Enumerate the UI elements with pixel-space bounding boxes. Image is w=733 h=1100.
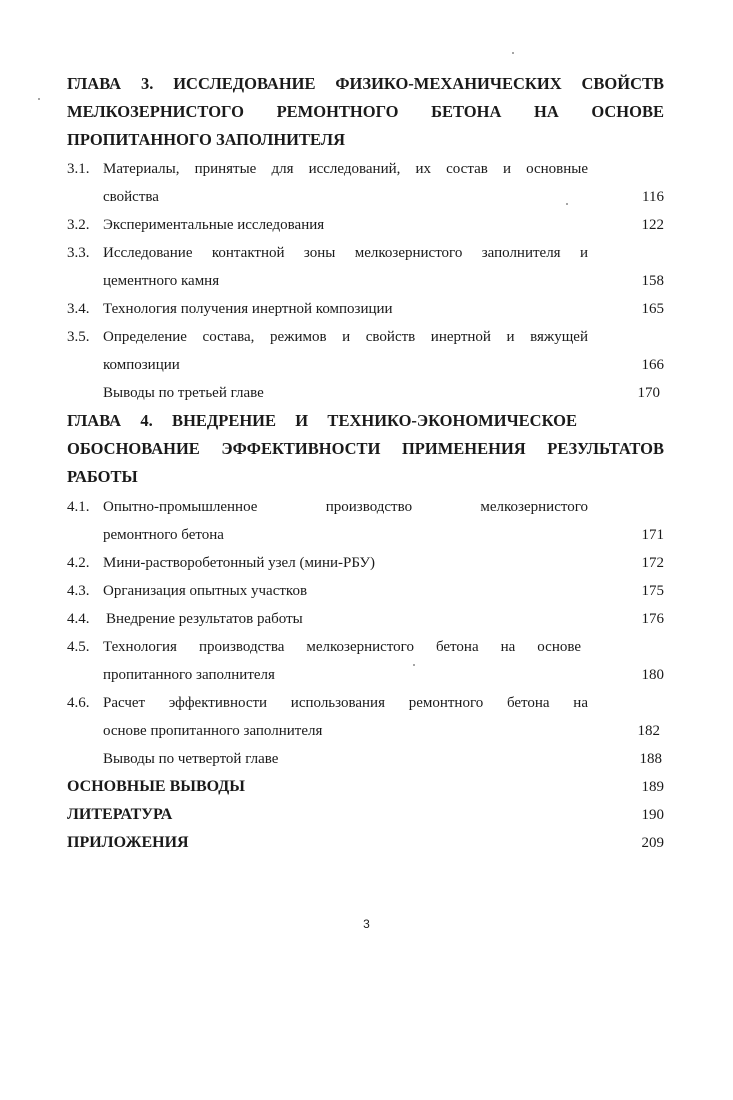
heading-line: ПРОПИТАННОГО ЗАПОЛНИТЕЛЯ <box>67 130 345 149</box>
toc-entry-title <box>103 689 588 745</box>
toc-entry-title <box>103 323 588 379</box>
toc-entry <box>67 323 664 379</box>
toc-entry-title <box>103 577 588 605</box>
toc-entry-page: 172 <box>641 555 664 571</box>
toc-entry-line: Мини-растворобетонный узел (мини-РБУ) <box>103 555 376 571</box>
toc-entry-line: основе пропитанного заполнителя <box>103 723 323 739</box>
toc-entry-line: Технология производства мелкозернистого бетона на основе <box>103 639 581 655</box>
toc-entry-title <box>103 379 588 407</box>
toc-entry-line: Организация опытных участков <box>103 583 308 599</box>
toc-section-label: ЛИТЕРАТУРА <box>67 806 173 823</box>
toc-entry-title <box>103 745 588 773</box>
toc-entry-line: композиции <box>103 357 180 373</box>
toc-entry-number: 4.1. <box>67 499 90 515</box>
toc-entry-line: Опытно-промышленное производство мелкозернистого <box>103 499 588 515</box>
heading-line: ОБОСНОВАНИЕ ЭФФЕКТИВНОСТИ ПРИМЕНЕНИЯ РЕЗУЛЬТАТОВ <box>67 439 664 458</box>
toc-entry <box>67 155 664 211</box>
toc-entry-line: Расчет эффективности использования ремонтного бетона на <box>103 695 588 711</box>
toc-entry-title <box>103 239 588 295</box>
toc-entry-line: ремонтного бетона <box>103 527 224 543</box>
toc-section-page: 209 <box>641 835 664 851</box>
toc-entry <box>67 493 664 549</box>
toc-entry-line: цементного камня <box>103 273 220 289</box>
toc-entry-page: 176 <box>641 611 664 627</box>
page-number: 3 <box>363 917 370 931</box>
toc-entry-number: 4.2. <box>67 555 90 571</box>
toc-entry-title <box>103 295 588 323</box>
toc-entry-number: 3.5. <box>67 329 90 345</box>
toc-entry-page: 171 <box>641 527 664 543</box>
toc-section-page: 190 <box>641 807 664 823</box>
chapter-4-heading <box>67 407 664 491</box>
toc-entry-page: 180 <box>641 667 664 683</box>
toc-entry <box>67 239 664 295</box>
toc-entry <box>67 689 664 745</box>
toc-appendices <box>67 829 664 857</box>
toc-entry-line: Технология получения инертной композиции <box>103 301 393 317</box>
toc-entry-title <box>103 155 588 211</box>
toc-entry-number: 4.6. <box>67 695 90 711</box>
toc-section-page: 189 <box>641 779 664 795</box>
toc-entry-line: Внедрение результатов работы <box>106 611 303 627</box>
toc-entry <box>67 633 664 689</box>
toc-entry-number: 4.5. <box>67 639 90 655</box>
toc-entry <box>67 745 664 773</box>
toc-section-label: ПРИЛОЖЕНИЯ <box>67 834 189 851</box>
toc-entry-number: 3.2. <box>67 217 90 233</box>
toc-entry-page: 122 <box>641 217 664 233</box>
toc-entry-page: 165 <box>641 301 664 317</box>
toc-entry-page: 158 <box>641 273 664 289</box>
toc-entry-page: 166 <box>641 357 664 373</box>
heading-line: ГЛАВА 3. ИССЛЕДОВАНИЕ ФИЗИКО-МЕХАНИЧЕСКИХ СВОЙСТВ <box>67 74 664 93</box>
toc-entry-page: 175 <box>641 583 664 599</box>
toc-entry-line: Выводы по третьей главе <box>103 385 264 401</box>
chapter-3-heading <box>67 70 664 154</box>
toc-entry-page: 182 <box>637 723 660 739</box>
toc-entry <box>67 605 664 633</box>
toc-entry-line: Определение состава, режимов и свойств инертной и вяжущей <box>103 329 588 345</box>
toc-entry-title <box>103 493 588 549</box>
toc-literature <box>67 801 664 829</box>
toc-entry <box>67 295 664 323</box>
toc-entry-line: Выводы по четвертой главе <box>103 751 279 767</box>
toc-entry-title <box>103 211 588 239</box>
toc-entry-line: свойства <box>103 189 159 205</box>
toc-entry-title <box>103 633 581 689</box>
toc-entry-page: 116 <box>642 189 664 205</box>
toc-entry <box>67 211 664 239</box>
toc-main-conclusions <box>67 773 664 801</box>
toc-entry <box>67 549 664 577</box>
heading-line: МЕЛКОЗЕРНИСТОГО РЕМОНТНОГО БЕТОНА НА ОСНОВЕ <box>67 102 664 121</box>
toc-entry <box>67 577 664 605</box>
toc-entry-line: Материалы, принятые для исследований, их состав и основные <box>103 161 588 177</box>
toc-entry-line: пропитанного заполнителя <box>103 667 275 683</box>
heading-line: РАБОТЫ <box>67 467 138 486</box>
scan-speck <box>512 52 514 54</box>
toc-entry-title <box>103 549 588 577</box>
toc-entry <box>67 379 664 407</box>
toc-entry-number: 4.4. <box>67 611 90 627</box>
toc-entry-page: 170 <box>637 385 660 401</box>
toc-entry-page: 188 <box>639 751 662 767</box>
toc-entry-number: 3.4. <box>67 301 90 317</box>
scan-speck <box>38 98 40 100</box>
toc-section-label: ОСНОВНЫЕ ВЫВОДЫ <box>67 778 246 795</box>
toc-entry-number: 4.3. <box>67 583 90 599</box>
toc-entry-line: Исследование контактной зоны мелкозернистого заполнителя и <box>103 245 588 261</box>
toc-entry-number: 3.3. <box>67 245 90 261</box>
toc-entry-line: Экспериментальные исследования <box>103 217 325 233</box>
heading-line: ГЛАВА 4. ВНЕДРЕНИЕ И ТЕХНИКО-ЭКОНОМИЧЕСКОЕ <box>67 411 577 430</box>
toc-entry-number: 3.1. <box>67 161 90 177</box>
toc-entry-title <box>106 605 591 633</box>
